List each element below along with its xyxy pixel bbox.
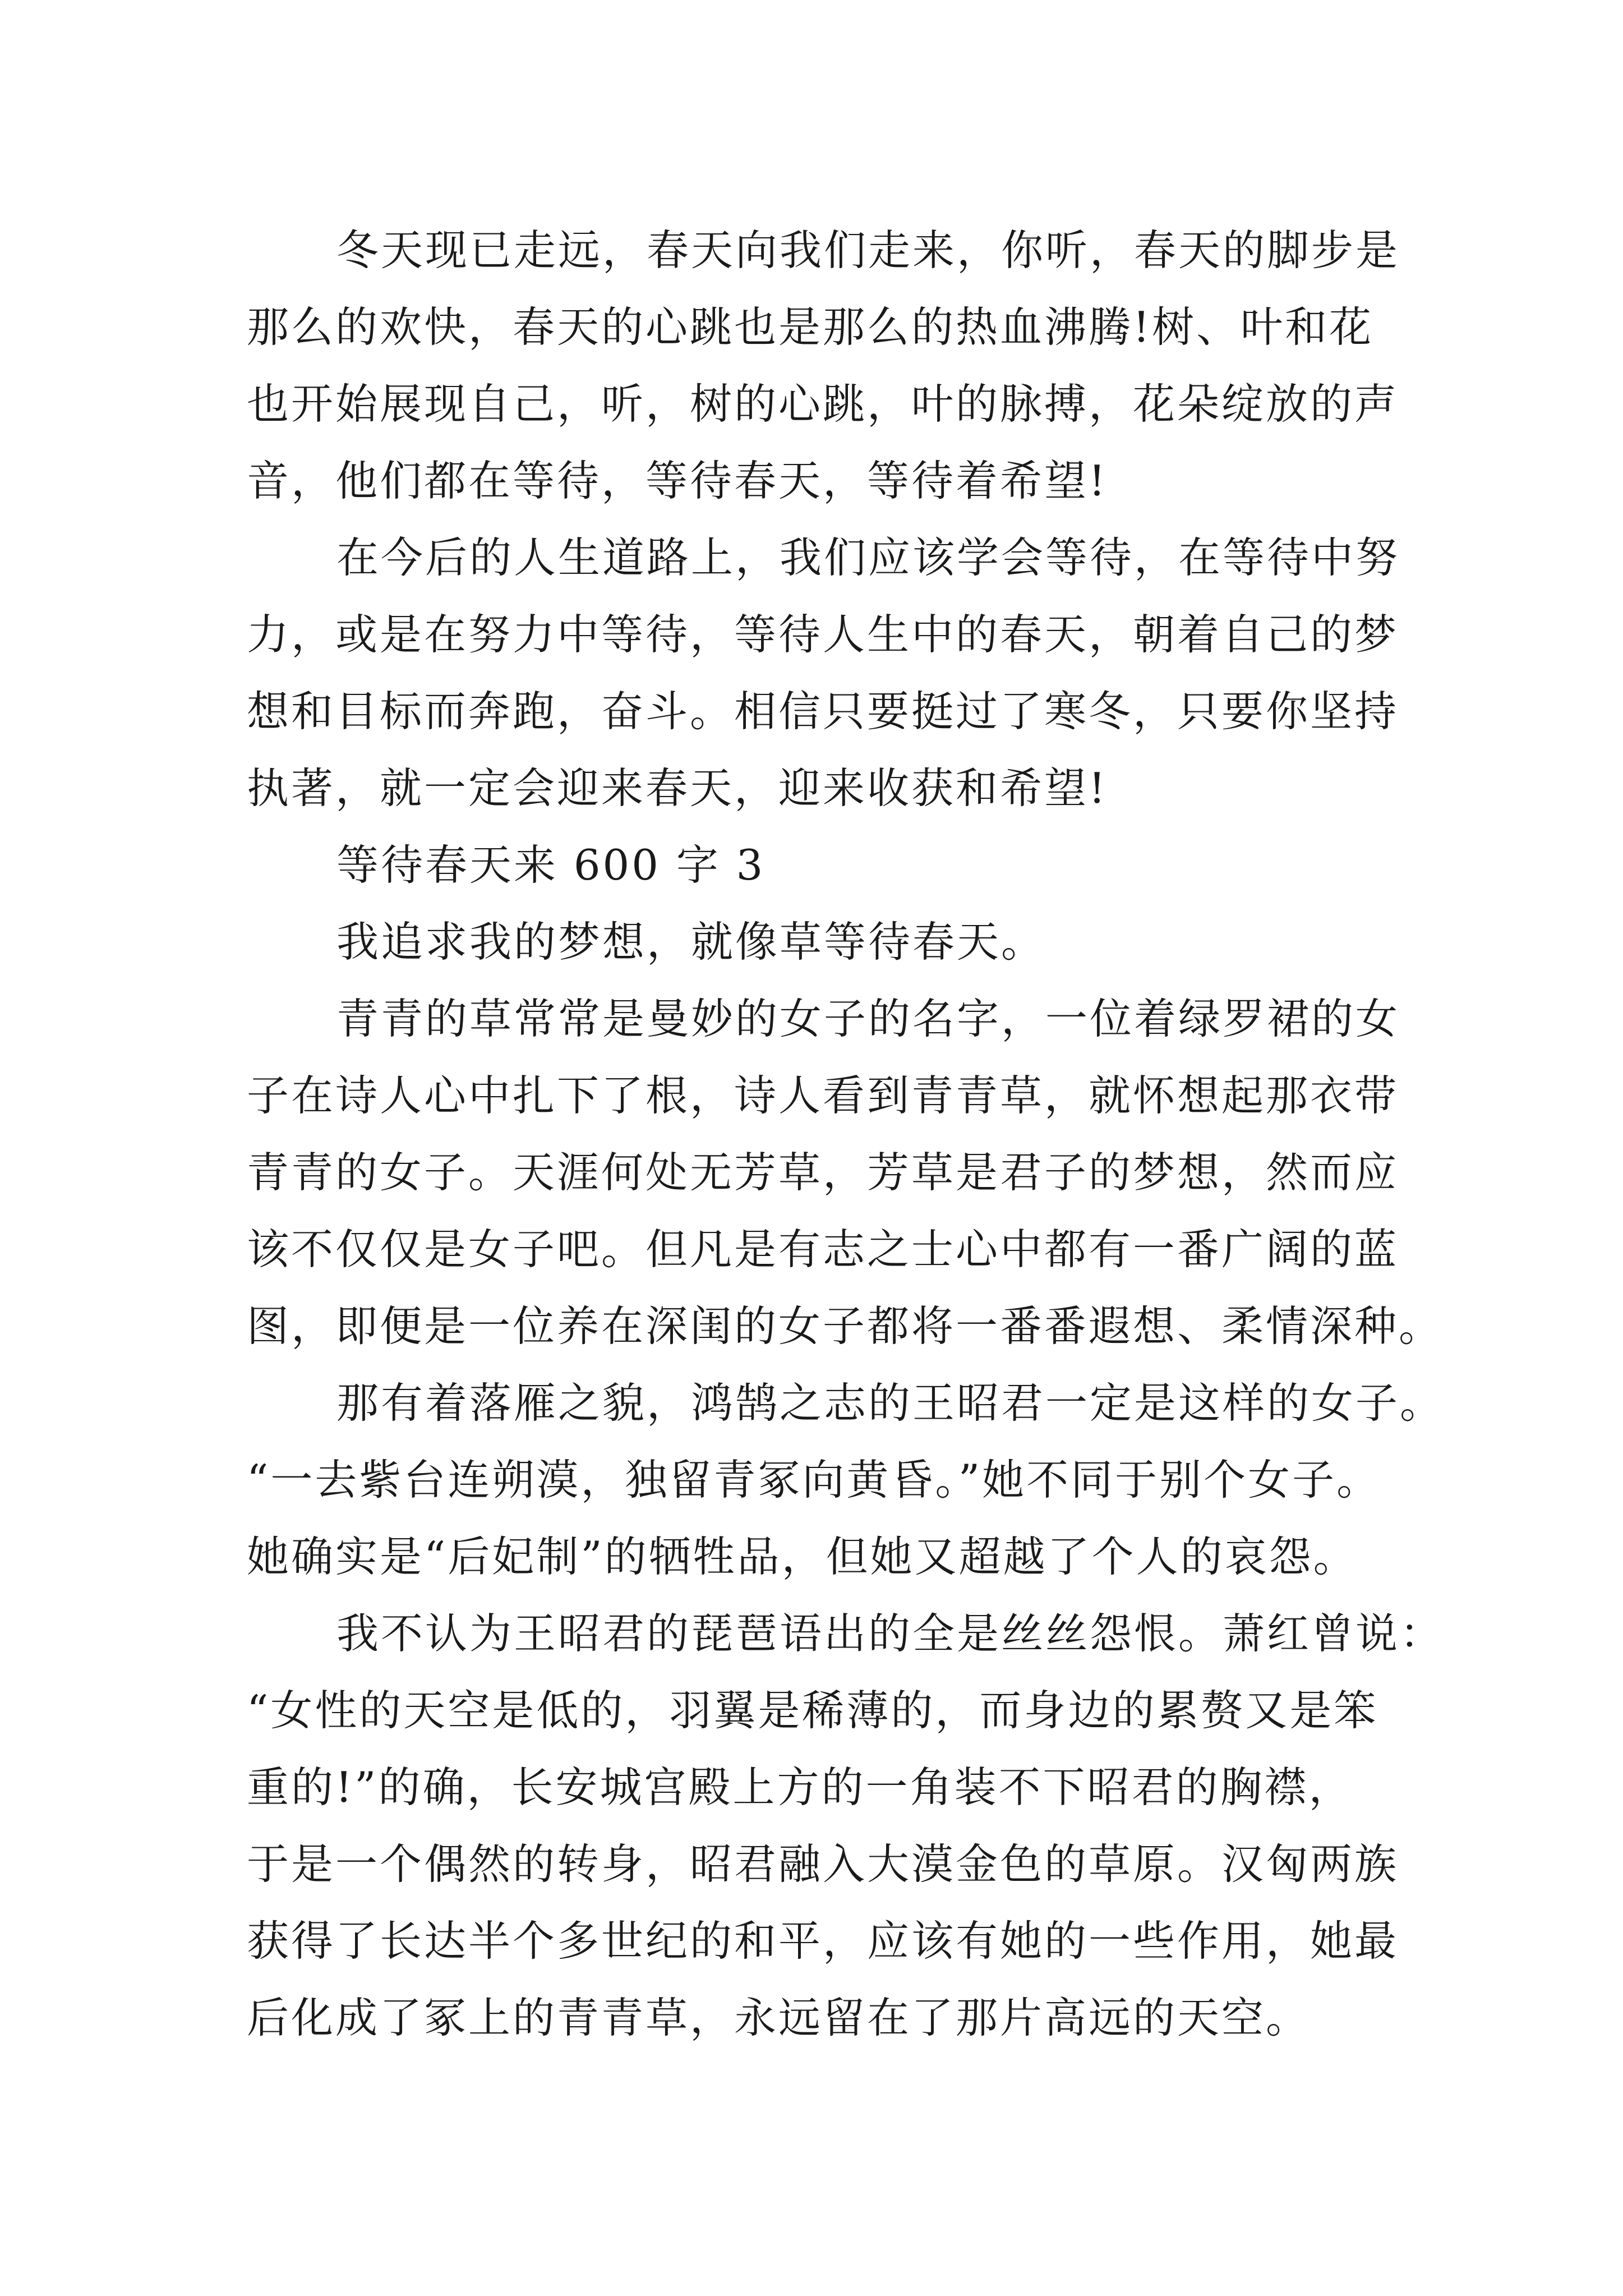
text-line: “女性的天空是低的，羽翼是稀薄的，而身边的累赘又是笨: [247, 1686, 1378, 1735]
text-line: 图，即便是一位养在深闺的女子都将一番番遐想、柔情深种。: [247, 1301, 1444, 1351]
text-line: 后化成了冢上的青青草，永远留在了那片高远的天空。: [247, 1993, 1311, 2042]
text-line: 在今后的人生道路上，我们应该学会等待，在等待中努: [336, 533, 1400, 582]
section-heading: 等待春天来 600 字 3: [336, 840, 766, 890]
text-line: 该不仅仅是女子吧。但凡是有志之士心中都有一番广阔的蓝: [247, 1225, 1399, 1274]
text-line: 力，或是在努力中等待，等待人生中的春天，朝着自己的梦: [247, 610, 1399, 659]
text-line: 执著，就一定会迎来春天，迎来收获和希望!: [247, 763, 1108, 813]
text-line: 我不认为王昭君的琵琶语出的全是丝丝怨恨。萧红曾说：: [336, 1609, 1445, 1658]
text-line: 青青的女子。天涯何处无芳草，芳草是君子的梦想，然而应: [247, 1148, 1399, 1197]
text-line: 也开始展现自己，听，树的心跳，叶的脉搏，花朵绽放的声: [247, 379, 1399, 429]
text-line: 重的!”的确，长安城宫殿上方的一角装不下昭君的胸襟，: [247, 1763, 1353, 1812]
text-line: 音，他们都在等待，等待春天，等待着希望!: [247, 456, 1108, 505]
text-line: 她确实是“后妃制”的牺牲品，但她又超越了个人的哀怨。: [247, 1532, 1358, 1581]
body-text: [247, 212, 1445, 2056]
text-line: 冬天现已走远，春天向我们走来，你听，春天的脚步是: [336, 226, 1400, 275]
text-line: 青青的草常常是曼妙的女子的名字，一位着绿罗裙的女: [336, 994, 1400, 1043]
text-line: 我追求我的梦想，就像草等待春天。: [336, 917, 1046, 967]
text-line: 子在诗人心中扎下了根，诗人看到青青草，就怀想起那衣带: [247, 1071, 1399, 1120]
text-line: 获得了长达半个多世纪的和平，应该有她的一些作用，她最: [247, 1916, 1399, 1966]
text-line: 于是一个偶然的转身，昭君融入大漠金色的草原。汉匈两族: [247, 1839, 1399, 1889]
text-line: “一去紫台连朔漠，独留青冢向黄昏。”她不同于别个女子。: [247, 1455, 1381, 1504]
text-line: 那有着落雁之貌，鸿鹄之志的王昭君一定是这样的女子。: [336, 1378, 1445, 1428]
text-line: 那么的欢快，春天的心跳也是那么的热血沸腾!树、叶和花: [247, 302, 1374, 352]
text-line: 想和目标而奔跑，奋斗。相信只要挺过了寒冬，只要你坚持: [247, 687, 1399, 736]
